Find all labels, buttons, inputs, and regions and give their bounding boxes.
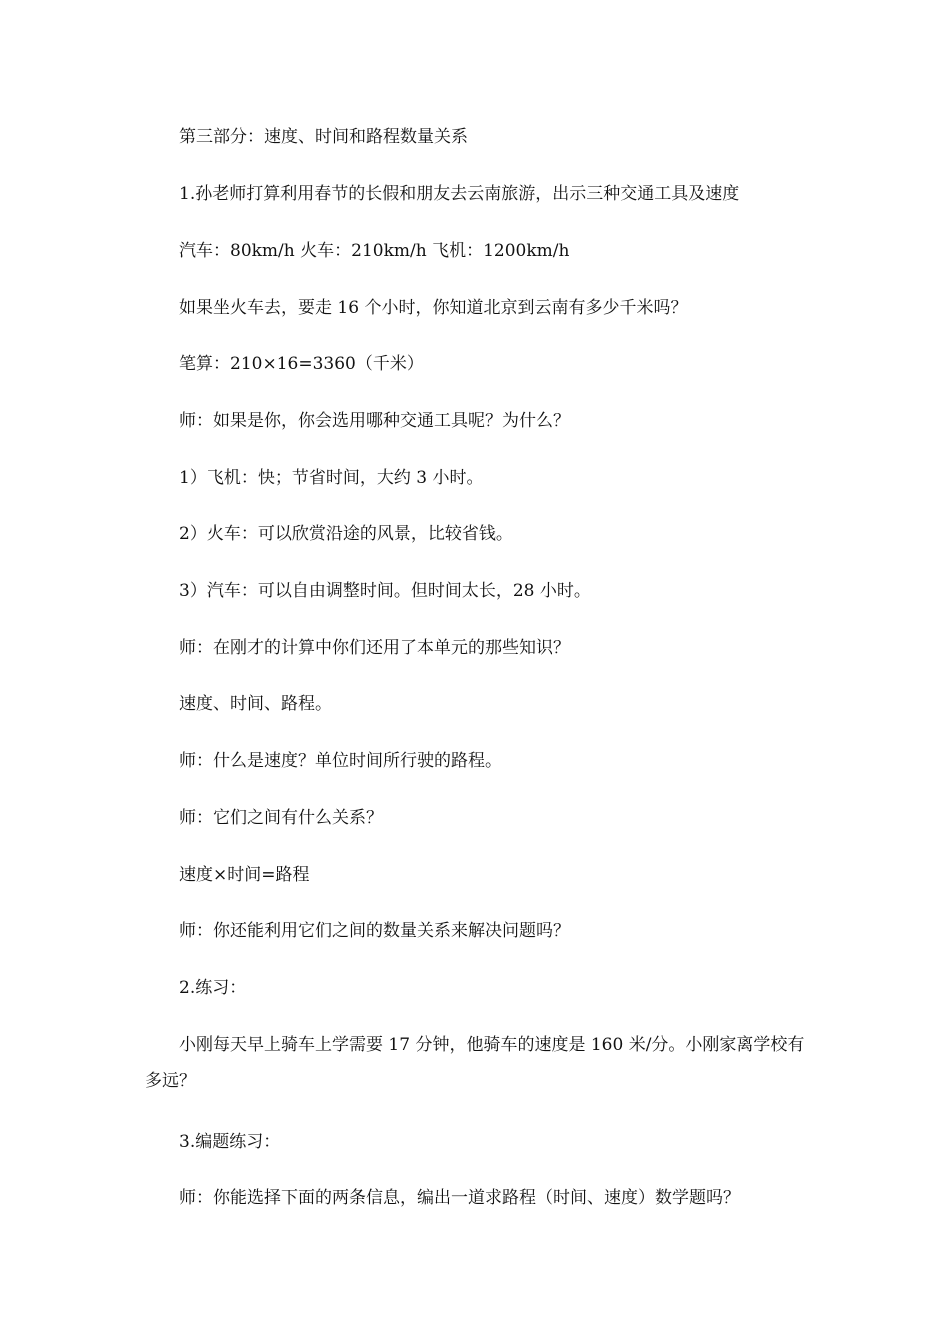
paragraph-18: 师：你能选择下面的两条信息，编出一道求路程（时间、速度）数学题吗？ (179, 1188, 740, 1208)
paragraph-3: 如果坐火车去，要走 16 个小时，你知道北京到云南有多少千米吗？ (179, 298, 688, 318)
paragraph-13: 速度×时间=路程 (179, 865, 310, 885)
paragraph-15: 2.练习： (179, 978, 247, 998)
paragraph-11: 师：什么是速度？单位时间所行驶的路程。 (179, 751, 502, 771)
paragraph-10: 速度、时间、路程。 (179, 694, 332, 714)
paragraph-2: 汽车：80km/h 火车：210km/h 飞机：1200km/h (179, 241, 570, 261)
paragraph-1: 1.孙老师打算利用春节的长假和朋友去云南旅游，出示三种交通工具及速度 (179, 184, 740, 204)
paragraph-8: 3）汽车：可以自由调整时间。但时间太长，28 小时。 (179, 581, 591, 601)
paragraph-6: 1）飞机：快；节省时间，大约 3 小时。 (179, 468, 484, 488)
paragraph-7: 2）火车：可以欣赏沿途的风景，比较省钱。 (179, 524, 513, 544)
paragraph-9: 师：在刚才的计算中你们还用了本单元的那些知识？ (179, 638, 570, 658)
paragraph-4: 笔算：210×16=3360（千米） (179, 354, 424, 374)
paragraph-16: 小刚每天早上骑车上学需要 17 分钟，他骑车的速度是 160 米/分。小刚家离学校有多远？ (145, 1035, 805, 1091)
section-heading: 第三部分：速度、时间和路程数量关系 (179, 127, 468, 147)
paragraph-17: 3.编题练习： (179, 1132, 281, 1152)
paragraph-14: 师：你还能利用它们之间的数量关系来解决问题吗？ (179, 921, 570, 941)
paragraph-12: 师：它们之间有什么关系？ (179, 808, 383, 828)
paragraph-5: 师：如果是你，你会选用哪种交通工具呢？为什么？ (179, 411, 570, 431)
